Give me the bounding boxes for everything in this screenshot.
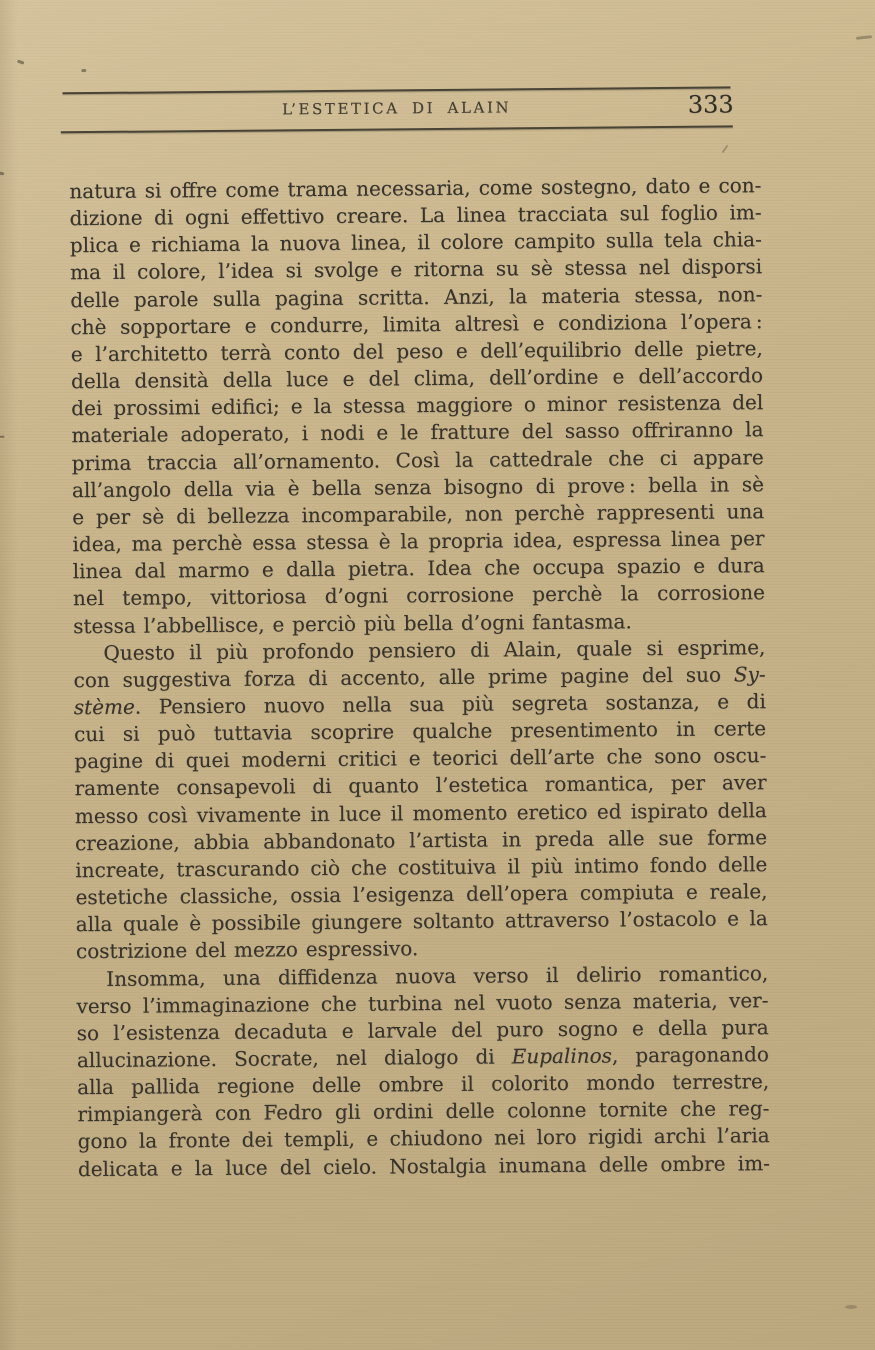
scan-speck [17,60,25,65]
text-segment: dizione di ogni effettivo creare. La linea tracciata sul foglio im- [69,200,762,231]
scan-speck [722,145,729,154]
text-segment: idea, ma perchè essa stessa è la propria idea, espressa linea per [72,526,765,557]
text-segment: Questo il più profondo pensiero di Alain, quale si esprime, [103,634,766,665]
text-segment: ramente consapevoli di quanto l’estetica romantica, per aver [74,770,767,801]
italic-text: Sy- [733,661,766,687]
body-text [69,172,770,1183]
header-rule-bottom [61,125,733,133]
text-segment: delle parole sulla pagina scritta. Anzi, la materia stessa, non- [70,281,763,312]
text-segment: increate, trascurando ciò che costituiva il più intimo fondo delle [75,852,768,883]
text-segment: materiale adoperato, i nodi e le fratture del sasso offriranno la [71,417,764,448]
text-segment: Insomma, una diffidenza nuova verso il delirio romantico, [106,960,769,991]
text-segment: estetiche classiche, ossia l’esigenza dell’opera compiuta e reale, [75,879,768,910]
scan-speck [0,171,4,175]
text-segment: alla quale è possibile giungere soltanto attraverso l’ostacolo e la [75,906,768,937]
text-segment: all’angolo della via è bella senza bisogno di prove : bella in sè [71,471,765,502]
text-segment: e l’architetto terrà conto del peso e dell’equilibrio delle pietre, [70,336,763,367]
italic-text: stème [73,694,135,720]
text-segment: nel tempo, vittoriosa d’ogni corrosione perchè la corrosione [72,580,765,611]
text-segment: alla pallida regione delle ombre il colorito mondo terrestre, [77,1069,770,1100]
text-segment: pagine di quei moderni critici e teorici dell’arte che sono oscu- [74,743,767,774]
header-rule-top [62,86,730,94]
text-segment: costrizione del mezzo espressivo. [75,936,419,964]
text-segment: chè sopportare e condurre, limita altresì e condiziona l’opera : [70,308,763,339]
text-segment: so l’esistenza decaduta e larvale del puro sogno e della pura [76,1014,769,1046]
text-segment: gono la fronte dei templi, e chiudono nei loro rigidi archi l’aria [77,1123,770,1154]
text-segment: plica e richiama la nuova linea, il colore campito sulla tela chia- [69,227,762,258]
text-segment: natura si offre come trama necessaria, come sostegno, dato e con- [69,173,762,204]
scan-speck [845,1305,857,1309]
scan-speck [81,69,86,72]
text-segment: linea dal marmo e dalla pietra. Idea che occupa spazio e dura [72,553,765,584]
page-number: 333 [687,90,734,119]
text-segment: . Pensiero nuovo nella sua più segreta sostanza, e di [134,689,766,719]
text-segment: della densità della luce e del clima, dell’ordine e dell’accordo [70,363,764,394]
text-segment: con suggestiva forza di accento, alle prime pagine del suo [73,662,734,692]
text-segment: verso l’immaginazione che turbina nel vuoto senza materia, ver- [76,987,769,1018]
scan-speck [0,436,5,438]
text-segment: creazione, abbia abbandonato l’artista in preda alle sue forme [74,824,768,855]
text-segment: messo così vivamente in luce il momento eretico ed ispirato della [74,797,767,828]
text-segment: allucinazione. Socrate, nel dialogo di [76,1044,512,1073]
text-segment: rimpiangerà con Fedro gli ordini delle colonne tornite che reg- [77,1096,770,1127]
text-segment: cui si può tuttavia scoprire qualche presentimento in certe [73,716,767,747]
italic-text: Eupalinos [511,1043,612,1069]
running-header-title: L’ESTETICA DI ALAIN [282,98,512,119]
text-segment: dei prossimi edifici; e la stessa maggiore o minor resistenza del [71,390,764,421]
text-segment: stessa l’abbellisce, e perciò più bella d’ogni fantasma. [73,608,632,638]
text-line [78,1150,770,1183]
text-segment: prima traccia all’ornamento. Così la cattedrale che ci appare [71,444,764,475]
text-segment: delicata e la luce del cielo. Nostalgia inumana delle ombre im- [77,1150,770,1181]
text-segment: ma il colore, l’idea si svolge e ritorna su sè stessa nel disporsi [69,254,763,285]
text-segment: , paragonando [611,1042,769,1068]
text-segment: e per sè di bellezza incomparabile, non perchè rappresenti una [72,499,765,530]
